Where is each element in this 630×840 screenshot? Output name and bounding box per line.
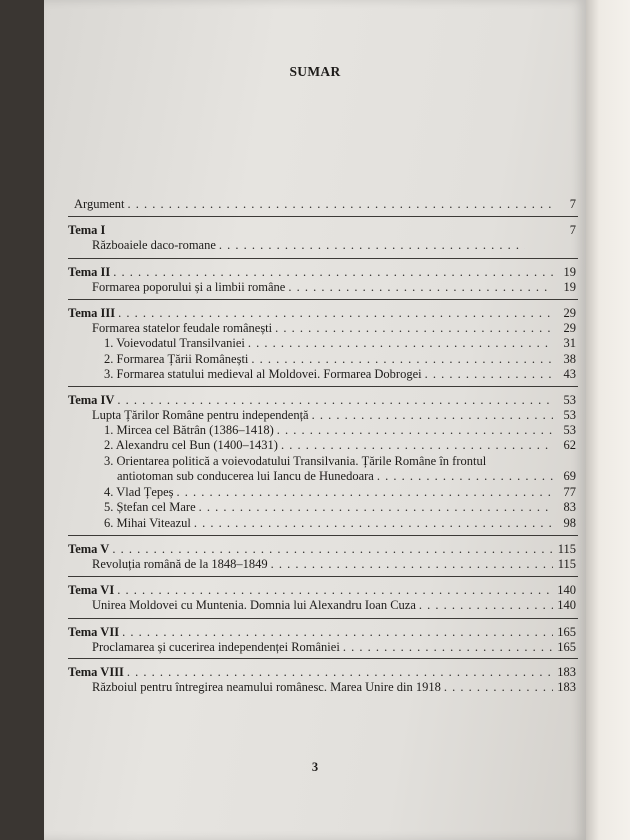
toc-leader [425,367,553,382]
toc-entry-page: 183 [557,680,576,694]
toc-entry-page: 115 [557,542,576,556]
toc-entry-text: Unirea Moldovei cu Muntenia. Domnia lui Alexandru Ioan Cuza [92,598,416,612]
toc-section-heading [68,583,576,598]
toc-entry [92,598,576,613]
divider [68,386,578,387]
toc-entry-page: 53 [563,423,576,437]
toc-entry [92,408,576,423]
toc-entry-text: Proclamarea și cucerirea independenței României [92,640,340,654]
toc-leader [122,625,553,640]
toc-entry [92,557,576,572]
toc-leader [444,680,553,695]
toc-entry [117,469,576,484]
toc-leader [117,393,553,408]
toc-entry-text: Războaiele daco-romane [92,238,216,252]
toc-entry-text: Tema I [68,223,106,237]
toc-entry-text: Tema VII [68,625,120,639]
toc-leader [248,336,553,351]
toc-entry-text: Tema V [68,542,110,556]
toc-entry-page: 165 [557,640,576,654]
toc-entry [104,454,576,469]
toc-entry-text: Tema II [68,265,111,279]
divider [68,576,578,577]
toc-entry-text: 3. Formarea statului medieval al Moldovei. Formarea Dobrogei [104,367,422,381]
toc-entry-text: Revoluția română de la 1848–1849 [92,557,268,571]
toc-entry-text: Războiul pentru întregirea neamului românesc. Marea Unire din 1918 [92,680,441,694]
toc-leader [194,516,553,531]
toc-entry [92,640,576,655]
toc-entry [104,336,576,351]
toc-entry-page: 19 [563,280,576,294]
page-number: 3 [311,760,319,774]
toc-leader [419,598,553,613]
toc-entry-text: 2. Formarea Țării Românești [104,352,249,366]
toc-leader [127,665,553,680]
toc-leader [281,438,553,453]
toc-entry [74,197,576,212]
toc-leader [127,197,553,212]
toc-section-heading [68,393,576,408]
toc-entry-page: 7 [569,197,576,211]
divider [68,216,578,217]
toc-leader [177,485,553,500]
toc-section-heading [68,223,576,238]
toc-leader [277,423,553,438]
toc-entry-page: 98 [563,516,576,530]
divider [68,658,578,659]
toc-entry [92,321,576,336]
toc-leader [312,408,553,423]
toc-entry-text: antiotoman sub conducerea lui Iancu de Hunedoara [117,469,374,483]
toc-entry-page: 31 [563,336,576,350]
toc-leader [377,469,553,484]
toc-entry-page: 29 [563,306,576,320]
toc-entry [92,680,576,695]
toc-entry-text: Lupta Țărilor Române pentru independență [92,408,309,422]
toc-section-heading [68,665,576,680]
toc-leader [112,542,553,557]
toc-entry [104,423,576,438]
toc-entry [104,500,576,515]
toc-entry [104,516,576,531]
toc-entry-page: 53 [563,408,576,422]
toc-entry-page: 38 [563,352,576,366]
toc-entry-text: 4. Vlad Țepeș [104,485,174,499]
toc-entry-text: 3. Orientarea politică a voievodatului Transilvania. Țările Române în frontul [104,454,487,468]
toc-entry [104,352,576,367]
toc-section-heading [68,625,576,640]
divider [68,618,578,619]
toc-entry-text: Tema VIII [68,665,124,679]
toc-entry-page: 165 [557,625,576,639]
toc-leader [288,280,553,295]
toc-leader [343,640,553,655]
toc-entry [104,438,576,453]
toc-entry-text: 6. Mihai Viteazul [104,516,191,530]
toc-entry-text: 1. Voievodatul Transilvaniei [104,336,245,350]
divider [68,258,578,259]
toc-entry-text: Formarea statelor feudale românești [92,321,273,335]
toc-entry-text: Tema III [68,306,116,320]
toc-entry-text: 5. Ștefan cel Mare [104,500,196,514]
toc-leader [219,238,525,253]
toc-entry-page: 115 [557,557,576,571]
toc-entry-page: 53 [563,393,576,407]
toc-entry-text: Tema IV [68,393,115,407]
toc-entry-page: 7 [569,223,576,237]
toc-section-heading [68,306,576,321]
toc-entry [104,485,576,500]
divider [68,535,578,536]
toc-entry-text: Formarea poporului și a limbii române [92,280,286,294]
toc-entry-page: 83 [563,500,576,514]
divider [68,299,578,300]
toc-entry [92,238,548,253]
toc-entry-text: 1. Mircea cel Bătrân (1386–1418) [104,423,274,437]
page-title: SUMAR [289,64,341,79]
toc-leader [251,352,553,367]
toc-entry-page: 77 [563,485,576,499]
toc-entry-text: 2. Alexandru cel Bun (1400–1431) [104,438,278,452]
toc-leader [113,265,553,280]
toc-entry-page: 19 [563,265,576,279]
toc-leader [117,583,553,598]
toc-entry [104,367,576,382]
toc-leader [275,321,553,336]
toc-entry-page: 183 [557,665,576,679]
toc-entry-page: 69 [563,469,576,483]
toc-section-heading [68,265,576,280]
toc-entry-page: 29 [563,321,576,335]
toc-leader [271,557,553,572]
toc-entry [92,280,576,295]
toc-entry-page: 140 [557,598,576,612]
toc-section-heading [68,542,576,557]
toc-entry-text: Tema VI [68,583,115,597]
toc-entry-page: 43 [563,367,576,381]
toc-entry-page: 62 [563,438,576,452]
toc-leader [199,500,553,515]
toc-entry-text: Argument [74,197,125,211]
toc-leader [118,306,553,321]
toc-entry-page: 140 [557,583,576,597]
